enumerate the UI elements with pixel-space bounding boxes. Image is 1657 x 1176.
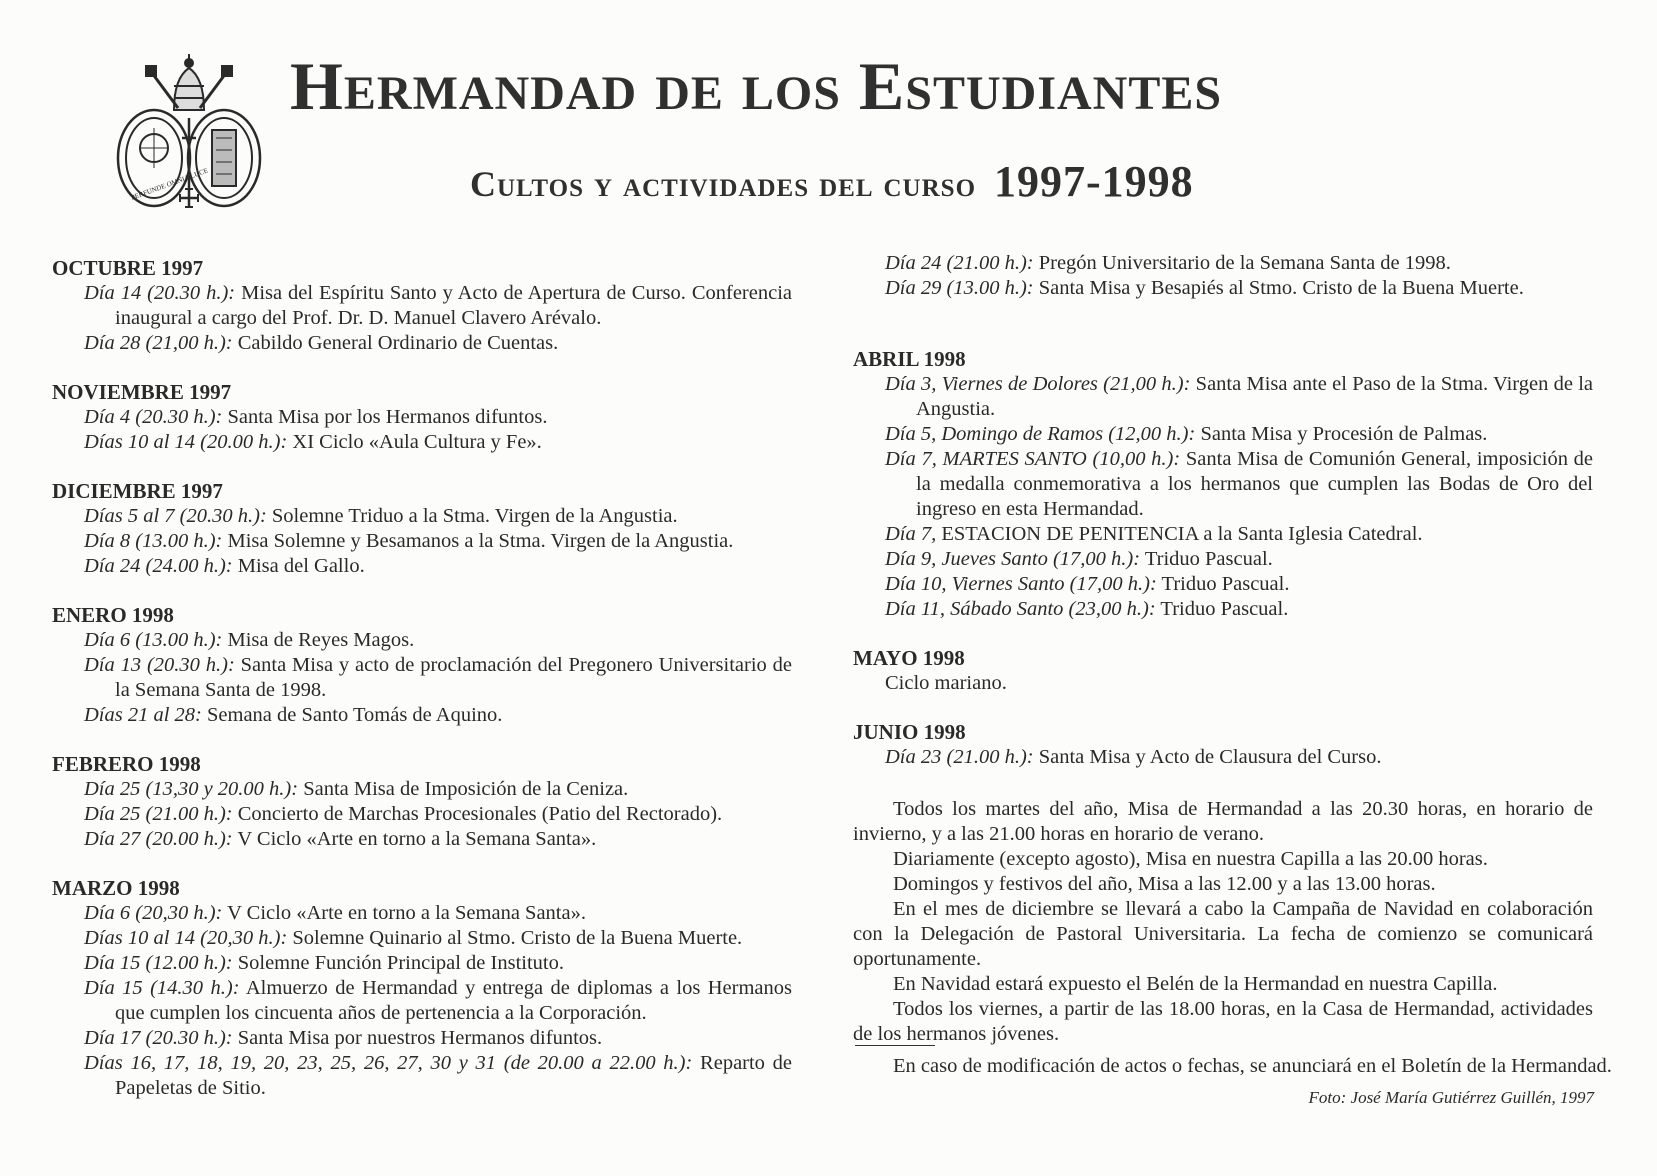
month-section [52,380,792,455]
month-section [52,256,792,356]
schedule-entry [52,976,792,1026]
entry-date: Días 21 al 28: [84,704,202,726]
schedule-entry [52,430,792,455]
entry-date: Día 27 (20.00 h.): [84,828,233,850]
month-section [52,603,792,728]
schedule-entry [52,405,792,430]
entry-date: Día 3, Viernes de Dolores (21,00 h.): [885,373,1191,395]
entry-text: Santa Misa y Acto de Clausura del Curso. [1033,746,1382,768]
schedule-entry [853,572,1593,597]
schedule-entry [52,827,792,852]
entry-date: Día 9, Jueves Santo (17,00 h.): [885,548,1141,570]
schedule-entry [853,522,1593,547]
entry-text: Almuerzo de Hermandad y entrega de diplomas a los Hermanos que cumplen los cincuenta años de pertenencia a la Corporación. [115,977,793,1024]
entry-date: Día 6 (13.00 h.): [84,629,223,651]
entry-date: Día 24 (21.00 h.): [885,252,1034,274]
schedule-entry [52,653,792,703]
entry-text: Ciclo mariano. [885,672,1007,694]
month-heading: NOVIEMBRE 1997 [52,380,232,404]
month-section [52,479,792,579]
note-paragraph: Todos los martes del año, Misa de Hermandad a las 20.30 horas, en horario de invierno, y a las 21.00 horas en horario de verano. [853,798,1593,845]
entry-text: Santa Misa y acto de proclamación del Pregonero Universitario de la Semana Santa de 1998. [115,654,792,701]
schedule-entry [52,529,792,554]
entry-date: Día 25 (21.00 h.): [84,803,233,825]
month-section [853,720,1593,770]
entry-date: Día 25 (13,30 y 20.00 h.): [84,778,299,800]
entry-date: Día 7, MARTES SANTO (10,00 h.): [885,448,1181,470]
schedule-entry [52,628,792,653]
entry-date: Día 6 (20,30 h.): [84,902,223,924]
month-section [52,752,792,852]
entry-text: Cabildo General Ordinario de Cuentas. [232,332,559,354]
entry-text: V Ciclo «Arte en torno a la Semana Santa». [222,902,586,924]
entry-date: Día 17 (20.30 h.): [84,1027,233,1049]
entry-date: Día 14 (20.30 h.): [84,282,236,304]
schedule-entry [52,951,792,976]
footnote: En caso de modificación de actos o fechas, se anunciará en el Boletín de la Hermandad. [893,1055,1612,1077]
entry-text: Solemne Quinario al Stmo. Cristo de la Buena Muerte. [287,927,743,949]
entry-date: Día 13 (20.30 h.): [84,654,235,676]
entry-date: Día 5, Domingo de Ramos (12,00 h.): [885,423,1196,445]
entry-date: Día 10, Viernes Santo (17,00 h.): [885,573,1157,595]
entry-text: Concierto de Marchas Procesionales (Patio del Rectorado). [232,803,723,825]
month-section [52,876,792,1101]
entry-date: Día 28 (21,00 h.): [84,332,233,354]
schedule-entry [52,504,792,529]
entry-text: Triduo Pascual. [1156,573,1290,595]
page-subtitle [470,157,1470,206]
entry-text: Santa Misa por los Hermanos difuntos. [222,406,548,428]
photo-credit: Foto: José María Gutiérrez Guillén, 1997 [1308,1088,1594,1107]
month-heading: OCTUBRE 1997 [52,256,204,280]
month-heading: JUNIO 1998 [853,720,966,744]
note-paragraph: Diariamente (excepto agosto), Misa en nuestra Capilla a las 20.00 horas. [893,848,1488,870]
schedule-entry [853,447,1593,522]
month-heading: FEBRERO 1998 [52,752,201,776]
schedule-entry [52,802,792,827]
schedule-entry [853,671,1593,696]
schedule-entry [52,554,792,579]
entry-text: Triduo Pascual. [1155,598,1289,620]
entry-text: Santa Misa de Imposición de la Ceniza. [298,778,629,800]
schedule-entry [52,703,792,728]
month-heading: MARZO 1998 [52,876,180,900]
subtitle-year: 1997-1998 [994,157,1194,206]
entry-date: Día 29 (13.00 h.): [885,277,1034,299]
schedule-entry [853,251,1593,276]
entry-text: ESTACION DE PENITENCIA a la Santa Iglesia Catedral. [936,523,1423,545]
schedule-entry [52,1026,792,1051]
entry-date: Día 4 (20.30 h.): [84,406,223,428]
month-heading: ABRIL 1998 [853,347,966,371]
note-paragraph: Domingos y festivos del año, Misa a las 12.00 y a las 13.00 horas. [893,873,1436,895]
footnote-divider [855,1045,935,1046]
entry-text: Misa Solemne y Besamanos a la Stma. Virgen de la Angustia. [222,530,734,552]
hermandad-crest-logo [112,38,266,213]
entry-text: Solemne Triduo a la Stma. Virgen de la Angustia. [266,505,678,527]
schedule-entry [52,331,792,356]
entry-text: XI Ciclo «Aula Cultura y Fe». [287,431,542,453]
entry-text: Misa de Reyes Magos. [222,629,415,651]
schedule-entry [52,1051,792,1101]
right-column [853,251,1593,794]
general-notes [853,797,1593,1047]
entry-date: Día 11, Sábado Santo (23,00 h.): [885,598,1156,620]
schedule-entry [853,372,1593,422]
march-continuation [853,251,1593,301]
entry-date: Días 5 al 7 (20.30 h.): [84,505,267,527]
entry-text: Santa Misa y Besapiés al Stmo. Cristo de la Buena Muerte. [1033,277,1524,299]
entry-text: Triduo Pascual. [1140,548,1273,570]
entry-text: Pregón Universitario de la Semana Santa de 1998. [1033,252,1451,274]
crest-motto: PERFUNDE OMNIA LUCE [129,166,210,202]
entry-date: Día 23 (21.00 h.): [885,746,1034,768]
entry-text: Santa Misa por nuestros Hermanos difuntos. [232,1027,603,1049]
entry-text: Santa Misa y Procesión de Palmas. [1195,423,1488,445]
entry-text: Misa del Gallo. [232,555,365,577]
page-title: Hermandad de los Estudiantes [290,48,1223,124]
note-paragraph: Todos los viernes, a partir de las 18.00 horas, en la Casa de Hermandad, actividades de los hermanos jóvenes. [853,998,1593,1045]
month-heading: ENERO 1998 [52,603,174,627]
entry-date: Día 15 (12.00 h.): [84,952,233,974]
month-heading: MAYO 1998 [853,646,965,670]
entry-date: Días 10 al 14 (20,30 h.): [84,927,288,949]
entry-text: Santa Misa de Comunión General, imposición de la medalla conmemorativa a los hermanos que cumplen las Bodas de Oro del ingreso en esta Hermandad. [916,448,1593,520]
entry-text: Santa Misa ante el Paso de la Stma. Virgen de la Angustia. [916,373,1593,420]
schedule-entry [52,777,792,802]
schedule-entry [52,281,792,331]
schedule-entry [853,276,1593,301]
entry-date: Día 15 (14.30 h.): [84,977,240,999]
schedule-entry [853,547,1593,572]
entry-text: V Ciclo «Arte en torno a la Semana Santa». [232,828,597,850]
entry-date: Días 16, 17, 18, 19, 20, 23, 25, 26, 27, 30 y 31 (de 20.00 a 22.00 h.): [84,1052,693,1074]
entry-date: Día 24 (24.00 h.): [84,555,233,577]
entry-date: Día 8 (13.00 h.): [84,530,223,552]
schedule-entry [52,926,792,951]
month-section [853,646,1593,696]
schedule-entry [853,597,1593,622]
entry-text: Solemne Función Principal de Instituto. [232,952,564,974]
crest-icon [112,38,266,213]
note-paragraph: En Navidad estará expuesto el Belén de la Hermandad en nuestra Capilla. [893,973,1498,995]
left-column [52,256,792,1125]
entry-date: Días 10 al 14 (20.00 h.): [84,431,288,453]
month-heading: DICIEMBRE 1997 [52,479,223,503]
schedule-entry [52,901,792,926]
schedule-entry [853,745,1593,770]
schedule-entry [853,422,1593,447]
entry-text: Semana de Santo Tomás de Aquino. [201,704,503,726]
month-section [853,347,1593,622]
subtitle-text: Cultos y actividades del curso [470,164,977,204]
entry-text: Misa del Espíritu Santo y Acto de Apertura de Curso. Conferencia inaugural a cargo del Prof. Dr. D. Manuel Clavero Arévalo. [115,282,793,329]
note-paragraph: En el mes de diciembre se llevará a cabo la Campaña de Navidad en colaboración con la Delegación de Pastoral Universitaria. La fecha de comienzo se comunicará oportunamente. [853,898,1593,970]
entry-date: Día 7, [885,523,937,545]
entry-text: Reparto de Papeletas de Sitio. [115,1052,793,1099]
